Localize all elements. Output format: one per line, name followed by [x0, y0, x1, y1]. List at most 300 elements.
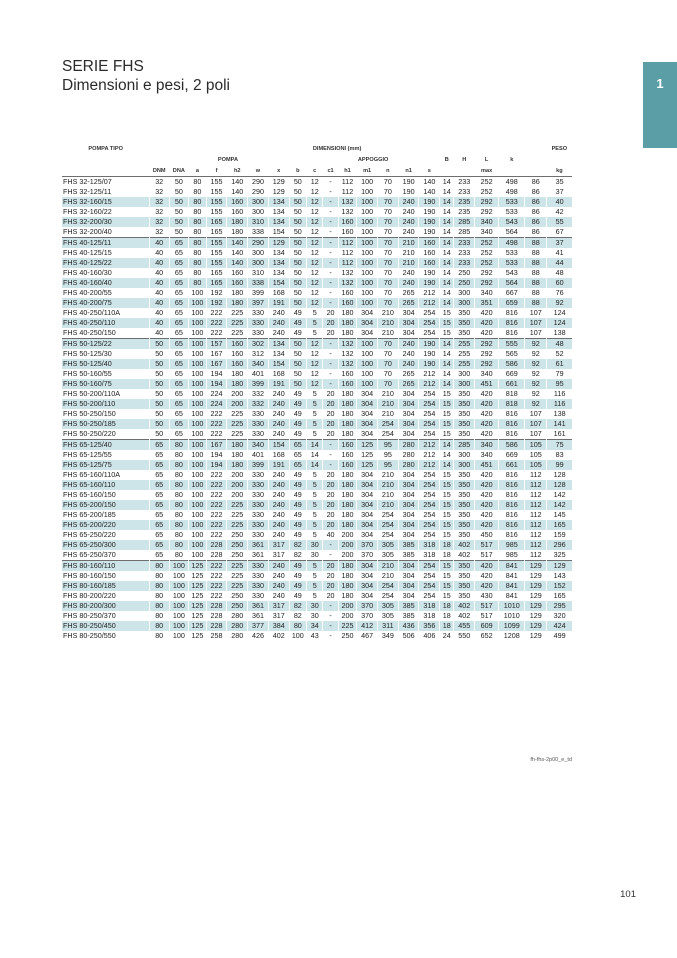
table-row: [62, 379, 572, 389]
table-cell: 304: [398, 409, 419, 419]
table-cell: 92: [525, 399, 547, 409]
table-cell: 564: [499, 278, 525, 288]
table-cell: 200: [227, 399, 248, 409]
table-cell: 100: [189, 470, 206, 480]
table-cell: 190: [419, 227, 440, 238]
table-cell: 210: [378, 561, 399, 572]
table-cell: 300: [248, 258, 269, 268]
table-cell: 250: [454, 268, 475, 278]
table-cell: 210: [378, 480, 399, 490]
table-cell: 41: [547, 248, 572, 258]
col-c: c: [307, 165, 323, 177]
table-cell: 86: [525, 227, 547, 238]
table-cell: 30: [307, 540, 323, 550]
table-cell: 361: [248, 550, 269, 561]
table-cell: 332: [248, 389, 269, 399]
table-cell: 426: [248, 631, 269, 641]
table-cell: 517: [475, 611, 499, 621]
table-row: [62, 369, 572, 379]
table-cell: 154: [268, 359, 289, 369]
table-cell: 112: [338, 177, 357, 188]
table-cell: 168: [268, 369, 289, 379]
table-cell: 312: [248, 349, 269, 359]
table-cell: 385: [398, 611, 419, 621]
table-cell: 142: [547, 500, 572, 510]
table-cell: 160: [227, 207, 248, 217]
table-cell: 420: [475, 520, 499, 530]
table-cell: 50: [169, 187, 189, 197]
table-cell: 517: [475, 540, 499, 550]
table-cell: 100: [169, 601, 189, 611]
table-cell: 317: [268, 611, 289, 621]
table-cell: 225: [227, 409, 248, 419]
pump-model-cell: FHS 50-250/220: [63, 429, 116, 438]
table-cell: 100: [169, 591, 189, 601]
table-cell: 190: [419, 268, 440, 278]
table-cell: 304: [357, 581, 378, 591]
table-cell: 79: [547, 369, 572, 379]
table-cell: 154: [268, 440, 289, 451]
table-cell: 100: [189, 550, 206, 561]
table-cell: 61: [547, 359, 572, 369]
table-cell: 112: [525, 490, 547, 500]
table-cell: 180: [338, 328, 357, 339]
col-n: n: [378, 165, 399, 177]
table-cell: 401: [248, 450, 269, 460]
table-cell: 70: [378, 217, 399, 227]
table-cell: 180: [338, 429, 357, 440]
table-cell: 340: [475, 440, 499, 451]
table-row: [62, 318, 572, 328]
table-cell: 406: [419, 631, 440, 641]
table-cell: 124: [547, 318, 572, 328]
table-cell: 65: [169, 339, 189, 350]
table-cell: 5: [307, 530, 323, 540]
table-cell: 15: [440, 429, 454, 440]
table-cell: -: [323, 207, 338, 217]
table-cell: 250: [338, 631, 357, 641]
document-code: fh-fhs-2p00_e_td: [530, 757, 572, 763]
table-cell: 80: [169, 440, 189, 451]
table-cell: 191: [268, 460, 289, 470]
table-cell: 292: [475, 349, 499, 359]
table-cell: 300: [248, 248, 269, 258]
table-cell: 100: [189, 298, 206, 308]
table-cell: 65: [169, 369, 189, 379]
table-cell: 254: [419, 399, 440, 409]
table-cell: 15: [440, 480, 454, 490]
table-cell: 420: [475, 470, 499, 480]
table-cell: 20: [323, 510, 338, 520]
table-cell: 254: [419, 480, 440, 490]
table-cell: 140: [227, 238, 248, 249]
table-cell: 412: [357, 621, 378, 631]
table-cell: 40: [149, 238, 169, 249]
table-cell: 24: [440, 631, 454, 641]
table-cell: 180: [227, 450, 248, 460]
pump-model-cell: FHS 32-125/07: [63, 177, 112, 186]
table-cell: 65: [289, 450, 306, 460]
table-cell: 100: [169, 581, 189, 591]
table-cell: 50: [289, 288, 306, 298]
table-cell: 49: [289, 419, 306, 429]
table-cell: 134: [268, 207, 289, 217]
table-cell: 661: [499, 460, 525, 470]
table-cell: 818: [499, 389, 525, 399]
table-cell: 340: [475, 450, 499, 460]
table-cell: 140: [227, 248, 248, 258]
table-cell: 225: [227, 520, 248, 530]
table-cell: 225: [227, 429, 248, 440]
table-cell: 12: [307, 268, 323, 278]
table-cell: 565: [499, 349, 525, 359]
table-cell: 49: [289, 328, 306, 339]
table-cell: 498: [499, 187, 525, 197]
table-cell: 5: [307, 520, 323, 530]
table-cell: 20: [323, 419, 338, 429]
table-cell: 100: [189, 318, 206, 328]
table-cell: 107: [525, 419, 547, 429]
table-cell: 222: [206, 328, 227, 339]
table-cell: -: [323, 631, 338, 641]
table-cell: 65: [149, 550, 169, 561]
table-cell: -: [323, 278, 338, 288]
table-cell: 254: [419, 318, 440, 328]
table-cell: 669: [499, 450, 525, 460]
table-cell: 194: [206, 450, 227, 460]
table-cell: 15: [440, 490, 454, 500]
table-cell: 92: [525, 349, 547, 359]
table-cell: 255: [454, 349, 475, 359]
table-cell: 129: [525, 601, 547, 611]
table-row: [62, 450, 572, 460]
table-cell: 543: [499, 268, 525, 278]
table-cell: 40: [149, 288, 169, 298]
table-cell: 222: [206, 480, 227, 490]
table-cell: 134: [268, 258, 289, 268]
col-DNM: DNM: [149, 165, 169, 177]
table-cell: 350: [454, 419, 475, 429]
table-cell: 290: [248, 177, 269, 188]
table-cell: 290: [248, 187, 269, 197]
table-cell: 14: [440, 248, 454, 258]
table-cell: 180: [338, 571, 357, 581]
table-cell: 191: [268, 379, 289, 389]
table-cell: 49: [289, 520, 306, 530]
table-cell: 330: [248, 591, 269, 601]
table-cell: 50: [289, 238, 306, 249]
table-cell: 142: [547, 490, 572, 500]
table-cell: 304: [398, 308, 419, 318]
table-cell: 129: [525, 561, 547, 572]
table-cell: 586: [499, 359, 525, 369]
table-cell: 200: [227, 490, 248, 500]
pump-model-cell: FHS 32-160/22: [63, 207, 112, 216]
table-cell: 305: [378, 611, 399, 621]
table-cell: 20: [323, 470, 338, 480]
table-cell: 14: [440, 227, 454, 238]
table-cell: 191: [268, 298, 289, 308]
table-cell: 816: [499, 318, 525, 328]
pump-model-cell: FHS 32-160/15: [62, 197, 149, 207]
table-cell: 5: [307, 318, 323, 328]
table-cell: -: [323, 187, 338, 197]
table-cell: 80: [189, 227, 206, 238]
table-cell: 100: [189, 359, 206, 369]
table-row: [62, 621, 572, 631]
table-cell: -: [323, 268, 338, 278]
table-cell: 49: [289, 490, 306, 500]
col-H-max: max: [475, 165, 499, 177]
table-cell: 180: [338, 561, 357, 572]
table-cell: 50: [169, 217, 189, 227]
table-cell: 192: [206, 288, 227, 298]
table-cell: 330: [248, 308, 269, 318]
table-cell: 350: [454, 510, 475, 520]
table-cell: 304: [357, 318, 378, 328]
table-cell: 228: [206, 550, 227, 561]
table-cell: 361: [248, 601, 269, 611]
table-cell: 304: [357, 561, 378, 572]
table-cell: -: [323, 349, 338, 359]
pump-model-cell: FHS 40-250/110A: [63, 308, 121, 317]
table-cell: 138: [547, 328, 572, 339]
table-cell: 100: [169, 631, 189, 641]
pump-model-cell: FHS 40-250/150: [63, 328, 116, 337]
table-cell: 180: [338, 399, 357, 409]
table-cell: 100: [189, 510, 206, 520]
table-cell: 129: [525, 591, 547, 601]
table-cell: 180: [227, 440, 248, 451]
table-cell: 330: [248, 561, 269, 572]
table-cell: 816: [499, 520, 525, 530]
table-cell: 304: [357, 510, 378, 520]
table-cell: 1010: [499, 601, 525, 611]
table-cell: 325: [547, 550, 572, 561]
table-cell: 65: [169, 298, 189, 308]
col-w: w: [248, 165, 269, 177]
header-row-3: [62, 165, 572, 177]
table-cell: -: [323, 238, 338, 249]
table-cell: 254: [419, 510, 440, 520]
table-cell: 112: [338, 238, 357, 249]
table-cell: 304: [398, 561, 419, 572]
header-dimensioni: DIMENSIONI (mm): [312, 146, 362, 152]
table-cell: 88: [525, 248, 547, 258]
table-cell: 240: [398, 359, 419, 369]
table-cell: 80: [169, 550, 189, 561]
table-cell: 180: [338, 308, 357, 318]
table-cell: 107: [525, 429, 547, 440]
table-cell: 18: [440, 601, 454, 611]
table-cell: 235: [454, 207, 475, 217]
table-cell: 318: [419, 550, 440, 561]
table-cell: 92: [525, 339, 547, 350]
table-cell: 40: [149, 328, 169, 339]
table-cell: 154: [268, 278, 289, 288]
table-cell: 65: [149, 480, 169, 490]
table-cell: 240: [268, 490, 289, 500]
table-cell: 125: [357, 460, 378, 470]
table-cell: 100: [189, 500, 206, 510]
table-cell: 320: [547, 611, 572, 621]
table-cell: 240: [268, 389, 289, 399]
table-cell: 250: [227, 550, 248, 561]
table-cell: -: [323, 440, 338, 451]
table-cell: 180: [338, 520, 357, 530]
table-cell: 80: [189, 187, 206, 197]
table-cell: 12: [307, 187, 323, 197]
table-cell: 40: [149, 248, 169, 258]
table-cell: 70: [378, 197, 399, 207]
table-cell: 50: [149, 369, 169, 379]
table-cell: 100: [357, 227, 378, 238]
table-cell: 88: [525, 278, 547, 288]
table-cell: 517: [475, 550, 499, 561]
table-cell: 70: [378, 349, 399, 359]
table-cell: 132: [338, 359, 357, 369]
table-cell: 134: [268, 248, 289, 258]
table-cell: 20: [323, 409, 338, 419]
table-cell: 65: [169, 248, 189, 258]
col-h1: h1: [338, 165, 357, 177]
table-cell: 92: [525, 379, 547, 389]
pump-model-cell: FHS 65-125/40: [62, 440, 149, 451]
pump-model-cell: FHS 40-250/110: [62, 318, 149, 328]
table-cell: 50: [289, 187, 306, 197]
table-cell: 402: [454, 611, 475, 621]
table-cell: 140: [419, 177, 440, 188]
table-cell: 304: [357, 308, 378, 318]
table-cell: 50: [289, 339, 306, 350]
table-cell: 370: [357, 550, 378, 561]
table-cell: 330: [248, 470, 269, 480]
header-B: B: [444, 157, 449, 163]
table-cell: 100: [357, 369, 378, 379]
table-cell: 330: [248, 419, 269, 429]
pump-model-cell: FHS 80-160/150: [63, 571, 116, 580]
table-cell: 65: [149, 470, 169, 480]
table-cell: 350: [454, 399, 475, 409]
table-cell: 70: [378, 278, 399, 288]
table-cell: 50: [169, 227, 189, 238]
table-cell: 70: [378, 177, 399, 188]
table-cell: 225: [227, 419, 248, 429]
table-cell: 330: [248, 500, 269, 510]
table-cell: 160: [338, 440, 357, 451]
table-cell: 14: [440, 258, 454, 268]
table-cell: 49: [289, 480, 306, 490]
table-cell: 212: [419, 288, 440, 298]
table-cell: 455: [454, 621, 475, 631]
table-cell: 377: [248, 621, 269, 631]
table-cell: 330: [248, 480, 269, 490]
table-cell: 300: [454, 369, 475, 379]
table-cell: 50: [289, 258, 306, 268]
table-cell: 65: [149, 520, 169, 530]
table-cell: 49: [289, 581, 306, 591]
table-cell: 498: [499, 238, 525, 249]
table-cell: 533: [499, 207, 525, 217]
table-cell: 252: [475, 248, 499, 258]
table-cell: 310: [248, 268, 269, 278]
table-cell: 15: [440, 530, 454, 540]
table-row: [62, 288, 572, 298]
table-row: [62, 591, 572, 601]
table-cell: 397: [248, 298, 269, 308]
table-cell: 14: [440, 359, 454, 369]
table-cell: 165: [547, 520, 572, 530]
pump-model-cell: FHS 65-250/370: [63, 550, 116, 559]
table-cell: 132: [338, 278, 357, 288]
table-cell: 338: [248, 278, 269, 288]
table-row: [62, 611, 572, 621]
table-cell: 304: [357, 409, 378, 419]
table-row: [62, 500, 572, 510]
header-pompa-tipo: POMPA TIPO: [88, 146, 123, 152]
table-cell: 210: [398, 248, 419, 258]
table-cell: 517: [475, 601, 499, 611]
table-cell: 265: [398, 379, 419, 389]
table-cell: 14: [440, 369, 454, 379]
table-cell: 420: [475, 561, 499, 572]
table-cell: 100: [189, 460, 206, 470]
page-number: 101: [620, 889, 636, 900]
table-cell: -: [323, 197, 338, 207]
table-row: [62, 298, 572, 308]
table-cell: 240: [398, 227, 419, 238]
table-cell: 134: [268, 197, 289, 207]
table-cell: 564: [499, 227, 525, 238]
table-cell: 92: [525, 369, 547, 379]
table-cell: 225: [227, 328, 248, 339]
table-cell: 180: [338, 490, 357, 500]
table-cell: 15: [440, 591, 454, 601]
table-cell: 841: [499, 591, 525, 601]
table-cell: 65: [289, 440, 306, 451]
table-cell: 985: [499, 540, 525, 550]
table-cell: 76: [547, 288, 572, 298]
table-cell: 304: [357, 500, 378, 510]
table-cell: 310: [248, 217, 269, 227]
table-cell: 254: [419, 328, 440, 339]
table-cell: 155: [206, 207, 227, 217]
table-cell: 304: [398, 470, 419, 480]
table-cell: 401: [248, 369, 269, 379]
table-cell: 92: [525, 389, 547, 399]
table-cell: 112: [525, 500, 547, 510]
table-cell: 330: [248, 429, 269, 440]
table-cell: 330: [248, 520, 269, 530]
table-cell: 167: [206, 440, 227, 451]
table-cell: 841: [499, 561, 525, 572]
col-h2: h2: [227, 165, 248, 177]
table-cell: 5: [307, 470, 323, 480]
table-cell: 340: [475, 227, 499, 238]
table-cell: 88: [525, 268, 547, 278]
table-cell: 240: [398, 268, 419, 278]
table-cell: 82: [289, 540, 306, 550]
table-cell: 132: [338, 207, 357, 217]
table-cell: 128: [547, 470, 572, 480]
pump-model-cell: FHS 80-160/185: [62, 581, 149, 591]
table-cell: 304: [398, 571, 419, 581]
table-cell: 100: [189, 540, 206, 550]
table-cell: 50: [289, 349, 306, 359]
table-cell: 304: [398, 399, 419, 409]
col-n1: n1: [398, 165, 419, 177]
table-cell: 420: [475, 581, 499, 591]
